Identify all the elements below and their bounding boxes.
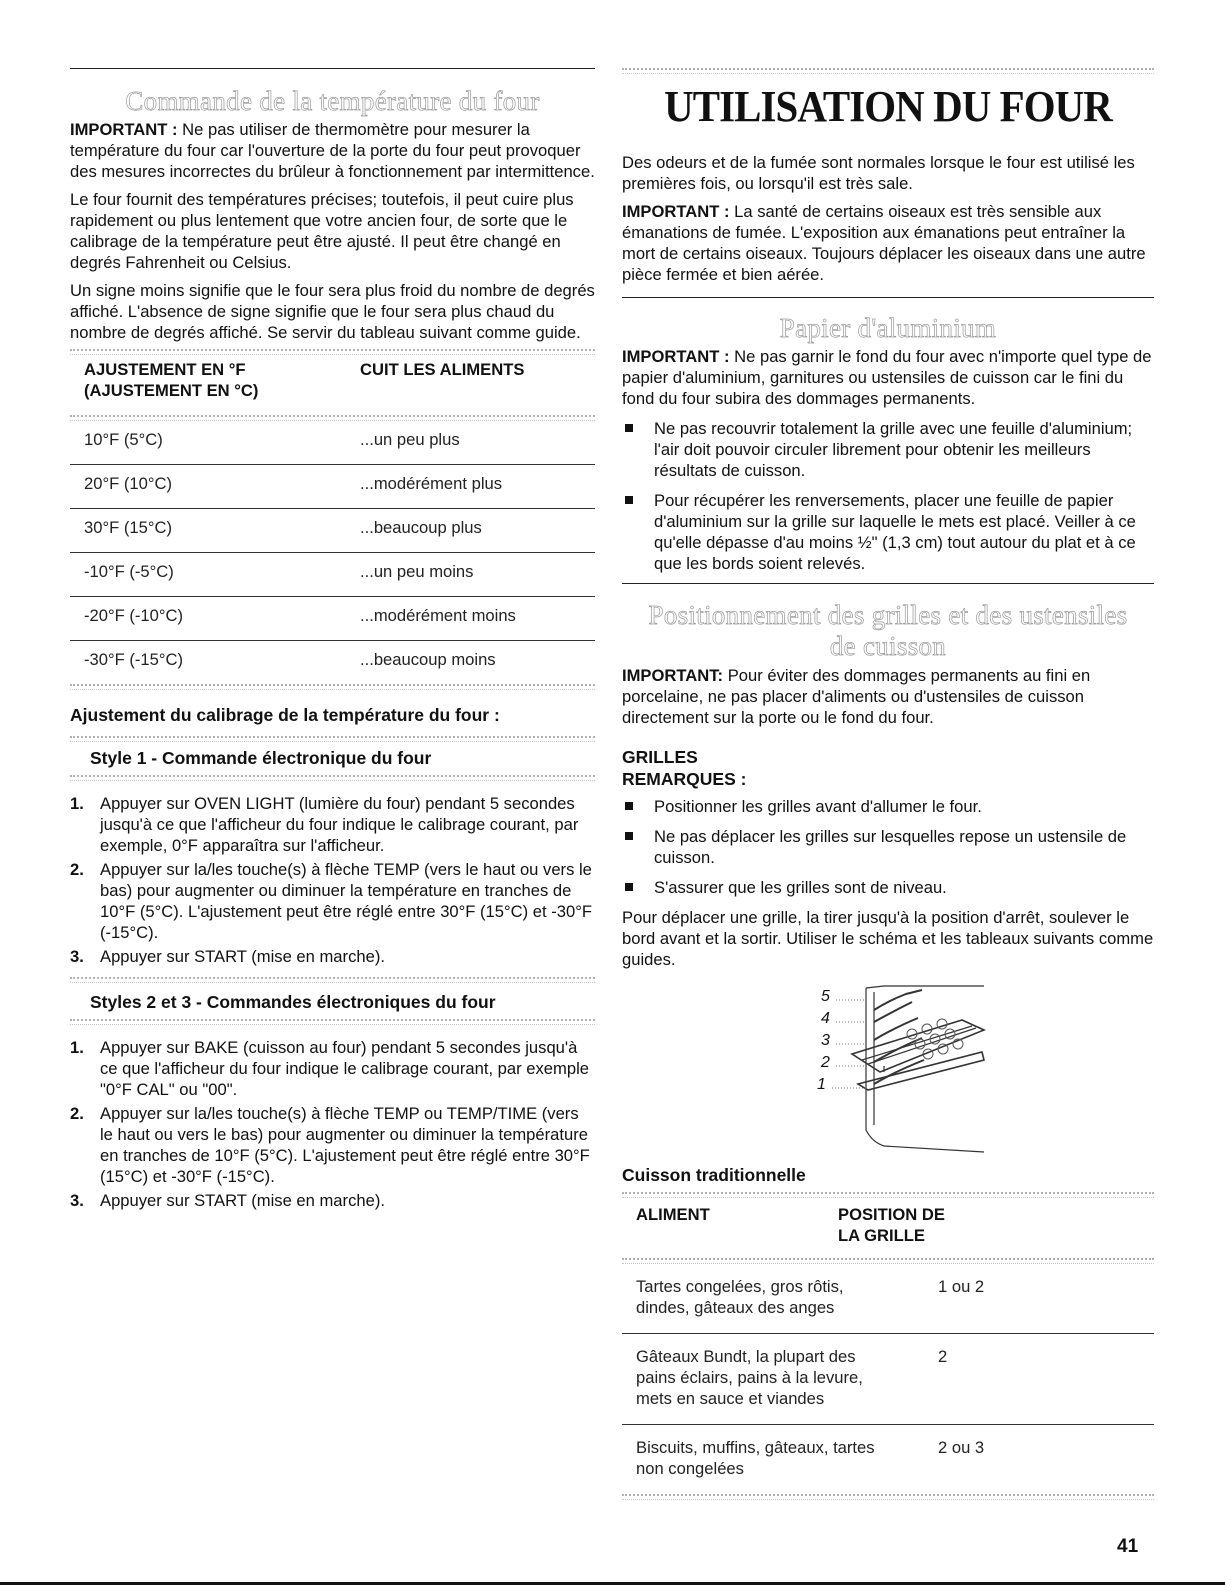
rack-diagram	[622, 980, 1154, 1158]
list-item: S'assurer que les grilles sont de niveau.	[622, 877, 1154, 898]
rack-label-1: 1	[817, 1076, 826, 1093]
table-row: 30°F (15°C) ...beaucoup plus	[70, 508, 595, 552]
calibration-paragraph: Le four fournit des températures précises; toutefois, il peut cuire plus rapidement ou plus lentement que votre ancien four, de sorte que le calibrage de la température peut être ajusté. Il peut être changé en degrés Fahrenheit ou Celsius.	[70, 190, 574, 272]
list-item: 2. Appuyer sur la/les touche(s) à flèche TEMP ou TEMP/TIME (vers le haut ou vers le bas) pour augmenter ou diminuer la température en tranches de 10°F (5°C). L'ajustement peut être réglé entre 30°F (15°C) et -30°F (-15°C).	[70, 1104, 590, 1186]
list-item: 1. Appuyer sur BAKE (cuisson au four) pendant 5 secondes jusqu'à ce que l'afficheur du four indique le calibrage courant, par exemple "0°F CAL" ou "00".	[70, 1038, 589, 1099]
calibration-heading: Ajustement du calibrage de la température du four :	[70, 705, 500, 725]
rack-label-4: 4	[821, 1010, 830, 1027]
list-item: 3. Appuyer sur START (mise en marche).	[70, 947, 385, 966]
table-row: -20°F (-10°C) ...modérément moins	[70, 596, 595, 640]
intro-paragraph: Des odeurs et de la fumée sont normales lorsque le four est utilisé les premières fois, ou lorsqu'il est très sale.	[622, 153, 1135, 193]
top-rule-dotted	[622, 68, 1154, 74]
section-title-temperature-control: Commande de la température du four	[125, 86, 540, 116]
list-item: Ne pas recouvrir totalement la grille avec une feuille d'aluminium; l'air doit pouvoir circuler librement pour obtenir les meilleurs résultats de cuisson.	[622, 418, 1154, 481]
list-item: Ne pas déplacer les grilles sur lesquelles repose un ustensile de cuisson.	[622, 826, 1154, 868]
rack-label-3: 3	[821, 1032, 830, 1049]
style23-steps	[70, 1037, 595, 1211]
rack-label-5: 5	[821, 988, 830, 1005]
right-column	[622, 68, 1154, 1500]
minus-sign-paragraph: Un signe moins signifie que le four sera plus froid du nombre de degrés affiché. L'absence de signe signifie que le four sera plus chaud du nombre de degrés affiché. Se servir du tableau suivant comme guide.	[70, 281, 595, 342]
traditional-cooking-heading: Cuisson traditionnelle	[622, 1165, 806, 1185]
racks-heading: GRILLES	[622, 747, 698, 767]
list-item: Pour récupérer les renversements, placer une feuille de papier d'aluminium sur la grille sur laquelle le mets est placé. Veiller à ce qu'elle dépasse d'au moins ½" (1,3 cm) tout autour du plat et à ce que les bords soient relevés.	[622, 490, 1154, 574]
list-item: 2. Appuyer sur la/les touche(s) à flèche TEMP (vers le haut ou vers le bas) pour augmenter ou diminuer la température en tranches de 10°F (5°C). L'ajustement peut être réglé entre 30°F (15°C) et -30°F (-15°C).	[70, 860, 592, 942]
foil-important-paragraph: IMPORTANT : Ne pas garnir le fond du four avec n'importe quel type de papier d'aluminium, garnitures ou ustensiles de cuisson car le fini du fond du four subira des dommages permanents.	[622, 347, 1152, 408]
important-paragraph: IMPORTANT : Ne pas utiliser de thermomètre pour mesurer la température du four car l'ouverture de la porte du four peut provoquer des mesures incorrectes du brûleur à fonctionnement par intermittence.	[70, 120, 595, 181]
left-column	[70, 68, 595, 1214]
section-title-foil: Papier d'aluminium	[779, 313, 997, 343]
list-item: 1. Appuyer sur OVEN LIGHT (lumière du four) pendant 5 secondes jusqu'à ce que l'afficheur du four indique le calibrage courant, par exemple, 0°F apparaîtra sur l'afficheur.	[70, 794, 579, 855]
style1-steps	[70, 793, 595, 967]
notes-heading: REMARQUES :	[622, 769, 747, 789]
foil-bullets	[622, 418, 1154, 574]
section-title-rack-positioning: Positionnement des grilles et des ustensiles de cuisson	[648, 600, 1128, 661]
style23-heading: Styles 2 et 3 - Commandes électroniques du four	[90, 992, 496, 1012]
table-row: -10°F (-5°C) ...un peu moins	[70, 552, 595, 596]
racks-bullets	[622, 796, 1154, 898]
table-row: Tartes congelées, gros rôtis, dindes, gâteaux des anges 1 ou 2	[636, 1277, 985, 1317]
table-header: AJUSTEMENT EN °F (AJUSTEMENT EN °C) CUIT LES ALIMENTS	[84, 360, 525, 400]
page-title: UTILISATION DU FOUR	[664, 82, 1112, 131]
table-row: 10°F (5°C) ...un peu plus	[84, 430, 460, 449]
positioning-important-paragraph: IMPORTANT: Pour éviter des dommages permanents au fini en porcelaine, ne pas placer d'aliments ou d'ustensiles de cuisson directement sur la porte ou le fond du four.	[622, 666, 1091, 727]
table-row: 20°F (10°C) ...modérément plus	[70, 464, 595, 508]
list-item: 3. Appuyer sur START (mise en marche).	[70, 1191, 385, 1210]
rack-position-table	[622, 1192, 1154, 1500]
table-row: -30°F (-15°C) ...beaucoup moins	[70, 640, 595, 684]
adjustment-table	[70, 349, 595, 690]
birds-warning-paragraph: IMPORTANT : La santé de certains oiseaux est très sensible aux émanations de fumée. L'exposition aux émanations peut entraîner la mort de certains oiseaux. Toujours déplacer les oiseaux dans une autre pièce fermée et bien aérée.	[622, 202, 1146, 284]
table-row: Gâteaux Bundt, la plupart des pains éclairs, pains à la levure, mets en sauce et viandes 2	[622, 1333, 1154, 1424]
table-header: ALIMENT POSITION DE LA GRILLE	[636, 1205, 945, 1245]
top-rule	[70, 68, 595, 69]
style1-heading: Style 1 - Commande électronique du four	[90, 748, 432, 768]
table-row: Biscuits, muffins, gâteaux, tartes non congelées 2 ou 3	[622, 1424, 1154, 1494]
list-item: Positionner les grilles avant d'allumer le four.	[622, 796, 1154, 817]
page-number: 41	[1117, 1536, 1139, 1557]
rack-label-2: 2	[821, 1054, 830, 1071]
rack-move-paragraph: Pour déplacer une grille, la tirer jusqu'à la position d'arrêt, soulever le bord avant et la sortir. Utiliser le schéma et les tableaux suivants comme guides.	[622, 908, 1154, 969]
oven-rack-illustration	[622, 980, 1154, 1158]
